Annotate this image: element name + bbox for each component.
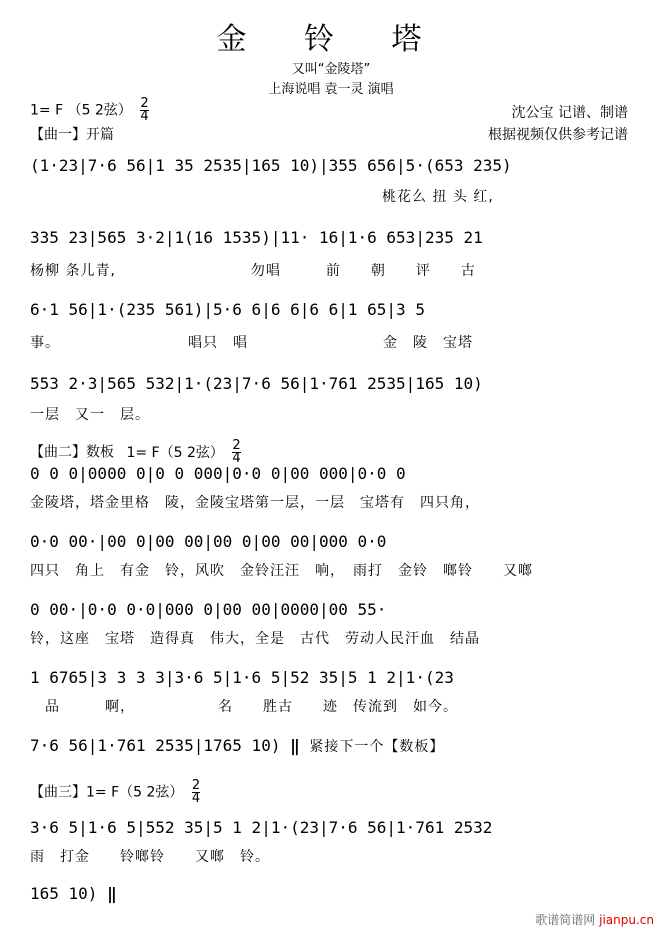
section-3-header — [30, 780, 200, 805]
notation-row-7: 0 00·|0·0 0·0|000 0|00 00|0000|00 55· — [30, 600, 387, 619]
notation-row-11-notes: 165 10) — [30, 884, 98, 903]
lyrics-row-2: 杨柳 条儿青, 勿唱 前 朝 评 古 — [30, 263, 476, 279]
section-2-header — [30, 440, 241, 465]
key-text: 1= F （5 2弦） — [30, 102, 132, 119]
source-note: 根据视频仅供参考记谱 — [488, 127, 628, 143]
section-2-label: 【曲二】数板 — [30, 444, 114, 461]
lyrics-row-7: 铃，这座 宝塔 造得真 伟大，全是 古代 劳动人民汗血 结晶 — [30, 631, 480, 647]
watermark — [535, 911, 654, 928]
notation-row-9-notes: 7·6 56|1·761 2535|1765 10) — [30, 736, 281, 755]
notation-row-8: 1 6765|3 3 3 3|3·6 5|1·6 5|52 35|5 1 2|1·(23 — [30, 668, 454, 687]
tail-note: 紧接下一个【数板】 — [309, 739, 445, 755]
composer-credit: 沈公宝 记谱、制谱 — [511, 105, 628, 121]
notation-row-9 — [30, 736, 444, 756]
section-2-time-top: 2 — [232, 438, 241, 453]
lyrics-row-5: 金陵塔，塔金里格 陵，金陵宝塔第一层，一层 宝塔有 四只角， — [30, 495, 480, 511]
section-2-time-bottom: 4 — [232, 451, 241, 466]
time-top: 2 — [140, 96, 149, 111]
lyrics-row-4: 一层 又一 层。 — [30, 407, 150, 423]
section-end-barline: ‖ — [290, 736, 300, 755]
notation-row-2: 335 23|565 3·2|1(16 1535)|11· 16|1·6 653|235 21 — [30, 228, 483, 247]
watermark-site: 歌谱简谱网 — [535, 913, 596, 927]
notation-row-3: 6·1 56|1·(235 561)|5·6 6|6 6|6 6|1 65|3 5 — [30, 300, 425, 319]
lyrics-row-8: 品 啊， 名 胜古 迹 传流到 如今。 — [30, 699, 458, 715]
section-3-time-signature — [192, 780, 200, 805]
lyrics-row-6: 四只 角上 有金 铃，风吹 金铃汪汪 响， 雨打 金铃 啷铃 又啷 — [30, 563, 533, 579]
notation-row-6: 0·0 00·|00 0|00 00|00 0|00 00|000 0·0 — [30, 532, 387, 551]
time-bottom: 4 — [140, 109, 149, 124]
section-3-time-bottom: 4 — [191, 791, 201, 806]
lyrics-row-3: 事。 唱只 唱 金 陵 宝塔 — [30, 335, 473, 351]
notation-row-10: 3·6 5|1·6 5|552 35|5 1 2|1·(23|7·6 56|1·761 2532 — [30, 818, 493, 837]
time-signature — [140, 98, 148, 123]
page-title: 金 铃 塔 — [216, 22, 446, 57]
alias-subtitle: 又叫“金陵塔” — [291, 62, 371, 77]
watermark-url: jianpu.cn — [599, 913, 654, 927]
section-3-time-top: 2 — [191, 778, 201, 793]
section-2-key: 1= F（5 2弦） — [126, 444, 224, 461]
lyrics-row-1: 桃花么 扭 头 红, — [382, 189, 494, 205]
key-signature — [30, 98, 149, 123]
section-2-time-signature — [232, 440, 240, 465]
lyrics-row-10: 雨 打金 铃啷铃 又啷 铃。 — [30, 849, 270, 865]
notation-row-4: 553 2·3|565 532|1·(23|7·6 56|1·761 2535|165 10) — [30, 374, 483, 393]
section-3-label: 【曲三】1= F（5 2弦） — [30, 784, 184, 801]
notation-row-11 — [30, 884, 117, 903]
final-barline: ‖ — [107, 884, 117, 903]
notation-row-1: (1·23|7·6 56|1 35 2535|165 10)|355 656|5·(653 235) — [30, 156, 512, 175]
section-1-label: 【曲一】开篇 — [30, 127, 114, 143]
performer-line: 上海说唱 袁一灵 演唱 — [268, 82, 394, 97]
notation-row-5: 0 0 0|0000 0|0 0 000|0·0 0|00 000|0·0 0 — [30, 464, 406, 483]
